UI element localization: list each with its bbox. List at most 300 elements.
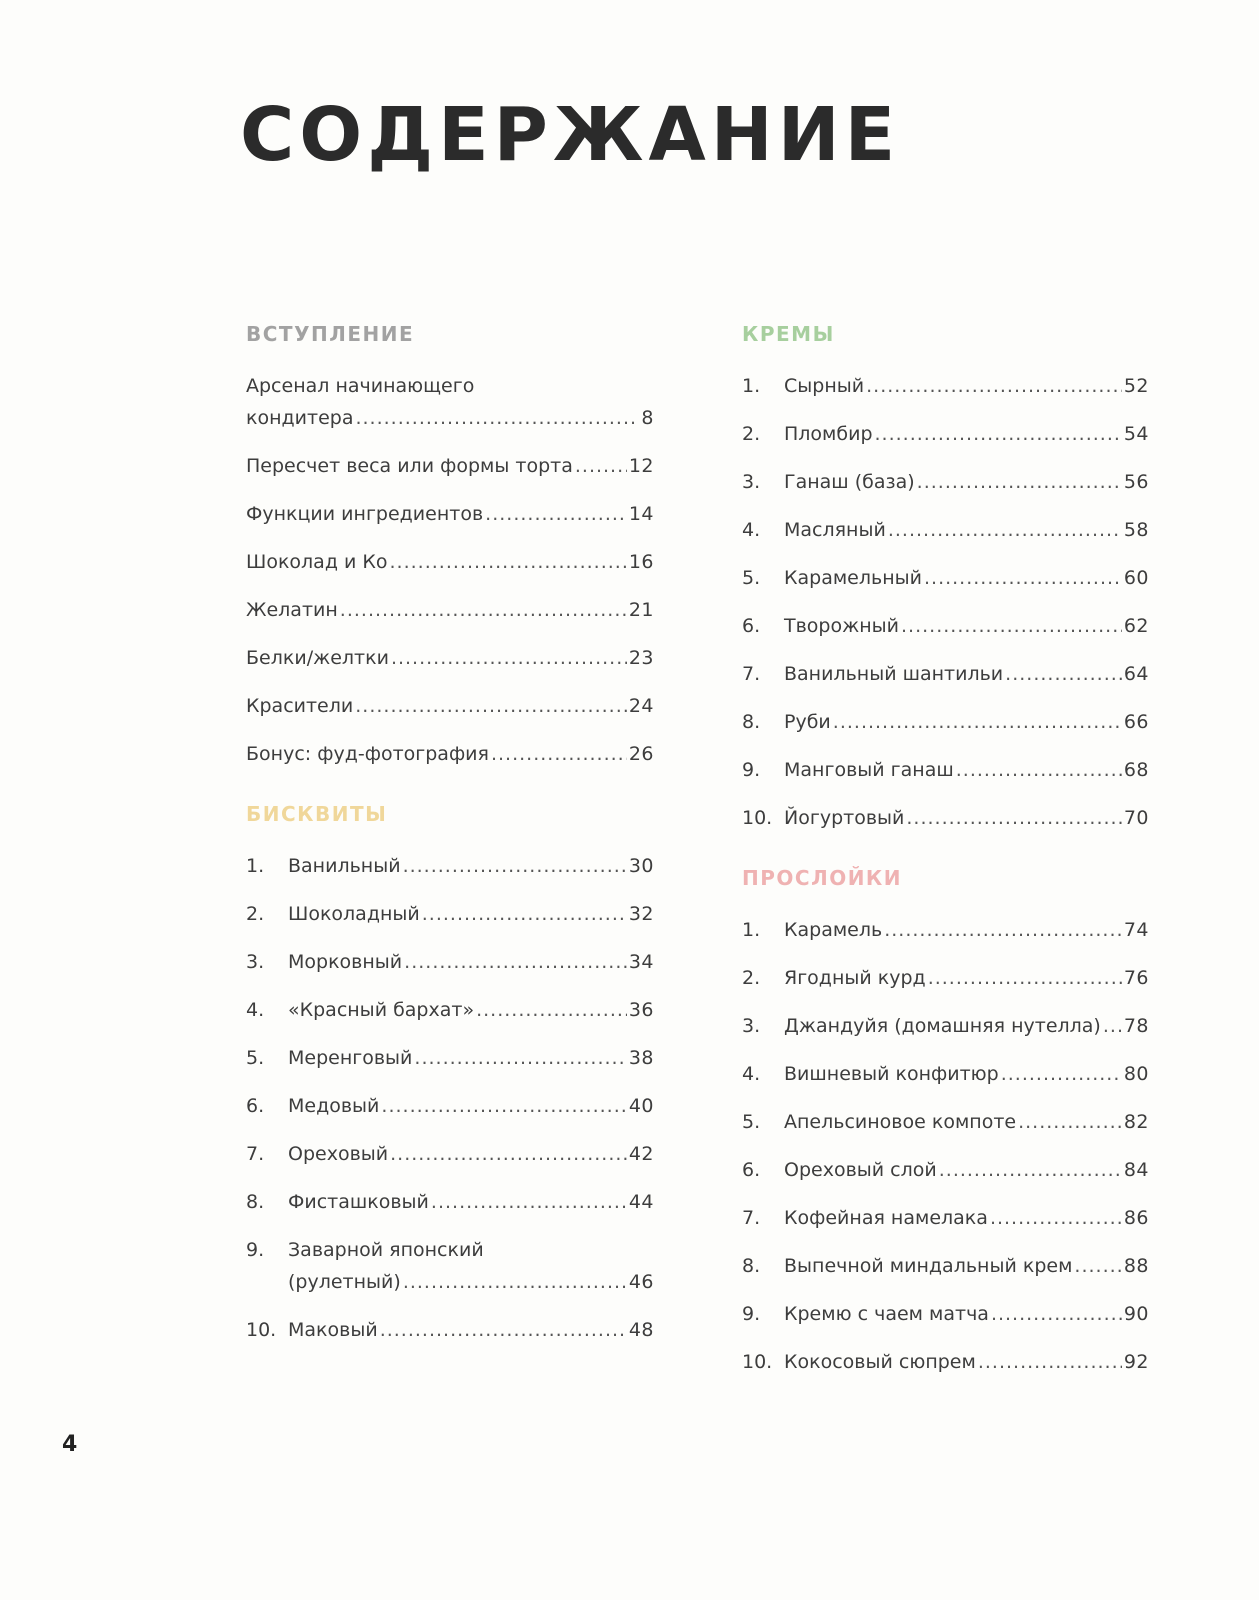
toc-entry-number: 10. (742, 1351, 773, 1373)
page-number: 4 (62, 1432, 78, 1457)
toc-entry (742, 1106, 1149, 1138)
toc-entry-title-row (246, 498, 654, 530)
toc-entry-title-row (288, 946, 654, 978)
toc-entry (742, 1250, 1149, 1282)
toc-entry-page: 48 (628, 1319, 654, 1341)
toc-entry-text (784, 370, 1149, 402)
toc-entry-page: 21 (628, 599, 654, 621)
toc-entry-line (742, 1010, 1149, 1042)
toc-entry-title: Кокосовый сюпрем (784, 1351, 976, 1373)
dot-leader (1018, 1106, 1122, 1138)
toc-entry-title: Сырный (784, 375, 865, 397)
toc-entry-text (784, 610, 1149, 642)
toc-entry-title-row (784, 1010, 1149, 1042)
dot-leader (422, 898, 627, 930)
toc-entry-title-row (288, 1186, 654, 1218)
toc-entry-page: 88 (1123, 1255, 1149, 1277)
toc-entry-page: 56 (1123, 471, 1149, 493)
toc-entry-line (246, 898, 654, 930)
toc-entry-title-row (784, 802, 1149, 834)
toc-entry-page: 24 (628, 695, 654, 717)
dot-leader (340, 594, 627, 626)
toc-entry-title-row (288, 1314, 654, 1346)
dot-leader (380, 1314, 627, 1346)
toc-entry-text (246, 546, 654, 578)
dot-leader (355, 690, 627, 722)
dot-leader (866, 370, 1122, 402)
toc-entry-line (742, 1154, 1149, 1186)
section-title-intro: ВСТУПЛЕНИЕ (246, 322, 415, 346)
dot-leader (990, 1202, 1122, 1234)
toc-entry-text (784, 962, 1149, 994)
toc-entry-line (246, 1138, 654, 1170)
toc-entry-line (246, 546, 654, 578)
toc-entry-text (784, 706, 1149, 738)
toc-entry-line (246, 946, 654, 978)
toc-entry-page: 76 (1123, 967, 1149, 989)
dot-leader (884, 914, 1122, 946)
toc-entry-number: 6. (742, 1159, 761, 1181)
toc-list-creams (742, 370, 1149, 834)
toc-entry-title-row (784, 914, 1149, 946)
toc-entry-number: 5. (742, 567, 761, 589)
toc-entry-text (784, 418, 1149, 450)
toc-entry-title-row (784, 1346, 1149, 1378)
toc-entry-text (784, 1154, 1149, 1186)
toc-entry-number: 8. (742, 1255, 761, 1277)
toc-entry-line (246, 1234, 654, 1298)
toc-entry (246, 946, 654, 978)
toc-entry-number: 2. (742, 423, 761, 445)
dot-leader (575, 450, 627, 482)
toc-entry-line (246, 450, 654, 482)
dot-leader (928, 962, 1122, 994)
toc-entry-title-row (784, 418, 1149, 450)
toc-entry (742, 1346, 1149, 1378)
toc-entry-line (246, 1042, 654, 1074)
toc-entry-page: 74 (1123, 919, 1149, 941)
toc-entry-text (246, 450, 654, 482)
toc-entry (246, 898, 654, 930)
toc-entry-title: Меренговый (288, 1047, 413, 1069)
toc-entry-page: 92 (1123, 1351, 1149, 1373)
toc-entry-text (288, 1138, 654, 1170)
toc-entry-title: Ванильный шантильи (784, 663, 1004, 685)
toc-entry (742, 370, 1149, 402)
toc-entry-title-row (784, 1154, 1149, 1186)
toc-entry-title: Ванильный (288, 855, 401, 877)
toc-entry-title-row (784, 1106, 1149, 1138)
toc-entry (742, 610, 1149, 642)
toc-entry-page: 32 (628, 903, 654, 925)
toc-entry-title: Ореховый слой (784, 1159, 937, 1181)
toc-entry-title: Ореховый (288, 1143, 389, 1165)
toc-entry (742, 754, 1149, 786)
toc-entry-number: 2. (246, 903, 265, 925)
toc-entry-title-row (784, 754, 1149, 786)
toc-entry-title-row (246, 546, 654, 578)
toc-entry-page: 62 (1123, 615, 1149, 637)
toc-entry (742, 514, 1149, 546)
toc-entry (246, 642, 654, 674)
toc-entry-line (246, 994, 654, 1026)
toc-entry-text (288, 994, 654, 1026)
toc-entry-title-row (784, 370, 1149, 402)
toc-entry-page: 52 (1123, 375, 1149, 397)
toc-entry-title-row (784, 1202, 1149, 1234)
toc-entry-title-row (246, 594, 654, 626)
toc-entry-number: 8. (742, 711, 761, 733)
toc-entry-title: Фисташковый (288, 1191, 429, 1213)
dot-leader (431, 1186, 627, 1218)
toc-entry-title: Манговый ганаш (784, 759, 954, 781)
toc-entry-text (288, 1042, 654, 1074)
toc-entry-line (742, 706, 1149, 738)
toc-entry-page: 42 (628, 1143, 654, 1165)
toc-entry-page: 8 (641, 407, 654, 429)
toc-entry-title: Шоколадный (288, 903, 420, 925)
toc-entry-title: Ганаш (база) (784, 471, 915, 493)
dot-leader (1103, 1010, 1122, 1042)
dot-leader (476, 994, 627, 1026)
toc-entry-line (742, 514, 1149, 546)
toc-entry-title: Пересчет веса или формы торта (246, 455, 573, 477)
toc-entry-page: 70 (1123, 807, 1149, 829)
toc-entry-number: 9. (742, 759, 761, 781)
toc-entry (742, 706, 1149, 738)
toc-entry-text (246, 642, 654, 674)
toc-entry (742, 418, 1149, 450)
dot-leader (906, 802, 1121, 834)
toc-entry-text (784, 754, 1149, 786)
toc-entry-title-row (246, 690, 654, 722)
dot-leader (403, 850, 627, 882)
toc-entry-text (784, 1058, 1149, 1090)
toc-entry-line (246, 642, 654, 674)
toc-entry-title: (рулетный) (288, 1271, 401, 1293)
toc-entry-title-row (784, 1298, 1149, 1330)
toc-entry-page: 23 (628, 647, 654, 669)
toc-entry (246, 1234, 654, 1298)
toc-entry-title: Ягодный курд (784, 967, 926, 989)
toc-entry-page: 64 (1123, 663, 1149, 685)
section-title-creams: КРЕМЫ (742, 322, 835, 346)
toc-entry (246, 1186, 654, 1218)
toc-entry-title: Желатин (246, 599, 338, 621)
dot-leader (390, 1138, 627, 1170)
toc-entry (742, 1010, 1149, 1042)
toc-entry-title-row (288, 1090, 654, 1122)
toc-entry (742, 466, 1149, 498)
toc-entry-page: 68 (1123, 759, 1149, 781)
dot-leader (939, 1154, 1122, 1186)
toc-entry-page: 12 (628, 455, 654, 477)
toc-entry-line (742, 802, 1149, 834)
dot-leader (1074, 1250, 1121, 1282)
toc-entry-line (246, 1090, 654, 1122)
dot-leader (491, 738, 627, 770)
toc-entry (742, 1298, 1149, 1330)
toc-section-layers (742, 862, 1149, 1378)
toc-entry-title-row (784, 962, 1149, 994)
toc-entry-title-line1: Арсенал начинающего (246, 375, 475, 397)
toc-entry-text (288, 898, 654, 930)
toc-entry-title: Маковый (288, 1319, 378, 1341)
toc-entry-text (784, 1250, 1149, 1282)
toc-entry-line (742, 418, 1149, 450)
toc-entry-number: 10. (742, 807, 773, 829)
dot-leader (403, 1266, 627, 1298)
toc-entry-number: 9. (246, 1239, 265, 1261)
toc-entry-title-row (784, 706, 1149, 738)
dot-leader (485, 498, 627, 530)
toc-entry (246, 994, 654, 1026)
toc-entry-page: 34 (628, 951, 654, 973)
dot-leader (404, 946, 627, 978)
toc-entry-title-row (288, 1138, 654, 1170)
toc-entry (742, 962, 1149, 994)
toc-entry-title-row (288, 1266, 654, 1298)
toc-entry-title-row (784, 514, 1149, 546)
toc-entry-page: 58 (1123, 519, 1149, 541)
toc-entry-number: 7. (246, 1143, 265, 1165)
toc-entry-title: Медовый (288, 1095, 380, 1117)
dot-leader (414, 1042, 626, 1074)
toc-entry (742, 658, 1149, 690)
toc-entry-title: Руби (784, 711, 831, 733)
toc-entry-text (784, 914, 1149, 946)
toc-entry-number: 1. (742, 375, 761, 397)
dot-leader (390, 546, 627, 578)
toc-entry-title: Апельсиновое компоте (784, 1111, 1017, 1133)
toc-entry (246, 1314, 654, 1346)
toc-entry-text (246, 498, 654, 530)
toc-entry-line (742, 1346, 1149, 1378)
dot-leader (381, 1090, 626, 1122)
toc-entry (246, 1042, 654, 1074)
toc-entry-page: 16 (628, 551, 654, 573)
toc-entry-line (742, 1106, 1149, 1138)
toc-entry-text (288, 850, 654, 882)
dot-leader (1001, 1058, 1122, 1090)
toc-entry-text (288, 1314, 654, 1346)
toc-entry (742, 562, 1149, 594)
toc-entry-line (246, 370, 654, 434)
toc-entry (246, 1138, 654, 1170)
toc-entry-number: 9. (742, 1303, 761, 1325)
toc-entry-title-row (246, 738, 654, 770)
toc-entry-title-row (288, 1042, 654, 1074)
toc-entry-title-row (288, 898, 654, 930)
toc-entry-text (288, 1234, 654, 1298)
toc-entry-title-row (784, 466, 1149, 498)
toc-entry-page: 40 (628, 1095, 654, 1117)
toc-entry (246, 738, 654, 770)
toc-entry-page: 90 (1123, 1303, 1149, 1325)
toc-entry-page: 36 (628, 999, 654, 1021)
toc-entry-line (742, 1202, 1149, 1234)
toc-entry-title: Кофейная намелака (784, 1207, 988, 1229)
toc-entry (246, 594, 654, 626)
dot-leader (1005, 658, 1122, 690)
section-title-layers: ПРОСЛОЙКИ (742, 866, 903, 890)
toc-entry-page: 38 (628, 1047, 654, 1069)
toc-entry (246, 450, 654, 482)
toc-entry-line (742, 1058, 1149, 1090)
toc-entry-text (246, 738, 654, 770)
toc-entry-title-row (246, 402, 654, 434)
toc-entry-number: 2. (742, 967, 761, 989)
toc-list-intro (246, 370, 654, 770)
dot-leader (833, 706, 1122, 738)
toc-entry-text (784, 1298, 1149, 1330)
toc-entry-title-row (784, 1250, 1149, 1282)
toc-entry-title-row (246, 642, 654, 674)
dot-leader (888, 514, 1122, 546)
toc-entry-page: 84 (1123, 1159, 1149, 1181)
toc-entry (742, 802, 1149, 834)
toc-entry-number: 3. (742, 1015, 761, 1037)
toc-entry-title: «Красный бархат» (288, 999, 475, 1021)
toc-entry-page: 86 (1123, 1207, 1149, 1229)
toc-entry (742, 1058, 1149, 1090)
toc-entry-number: 5. (742, 1111, 761, 1133)
toc-entry-number: 3. (246, 951, 265, 973)
toc-entry-title: Красители (246, 695, 354, 717)
toc-entry-title-row (784, 610, 1149, 642)
toc-entry-text (288, 1186, 654, 1218)
toc-entry-number: 6. (742, 615, 761, 637)
dot-leader (901, 610, 1122, 642)
toc-entry-title: Джандуйя (домашняя нутелла) (784, 1015, 1101, 1037)
toc-entry-text (784, 466, 1149, 498)
toc-entry-line (742, 754, 1149, 786)
toc-entry-title: Бонус: фуд-фотография (246, 743, 489, 765)
toc-entry-number: 4. (742, 519, 761, 541)
toc-entry-number: 1. (246, 855, 265, 877)
toc-entry-text (246, 594, 654, 626)
toc-entry-line (742, 562, 1149, 594)
toc-entry-text (784, 514, 1149, 546)
toc-entry-line (742, 1250, 1149, 1282)
toc-entry-page: 60 (1123, 567, 1149, 589)
toc-entry (246, 690, 654, 722)
toc-entry-line (742, 914, 1149, 946)
toc-entry-title-row (288, 994, 654, 1026)
toc-entry (246, 498, 654, 530)
toc-entry-title: Функции ингредиентов (246, 503, 484, 525)
toc-list-layers (742, 914, 1149, 1378)
section-title-biscuits: БИСКВИТЫ (246, 802, 388, 826)
toc-entry-text (784, 658, 1149, 690)
toc-entry-title-line1: Заварной японский (288, 1239, 484, 1261)
toc-entry-text (246, 370, 654, 434)
toc-entry-line (246, 690, 654, 722)
toc-entry-text (784, 1010, 1149, 1042)
toc-entry-text (288, 946, 654, 978)
toc-entry-title-row (784, 658, 1149, 690)
toc-entry-page: 26 (628, 743, 654, 765)
dot-leader (991, 1298, 1122, 1330)
toc-entry-title: Йогуртовый (784, 807, 905, 829)
toc-entry (742, 1202, 1149, 1234)
toc-entry (246, 546, 654, 578)
toc-entry-text (784, 802, 1149, 834)
toc-section-intro (246, 318, 654, 770)
toc-entry-title-row (246, 450, 654, 482)
toc-entry-page: 66 (1123, 711, 1149, 733)
toc-entry-number: 6. (246, 1095, 265, 1117)
toc-entry-line (246, 498, 654, 530)
toc-entry (742, 914, 1149, 946)
toc-entry-title-row (288, 850, 654, 882)
page-title: СОДЕРЖАНИЕ (240, 92, 901, 178)
toc-entry-page: 46 (628, 1271, 654, 1293)
toc-entry-title: Морковный (288, 951, 403, 973)
toc-section-biscuits (246, 798, 654, 1346)
toc-entry-text (784, 1202, 1149, 1234)
dot-leader (956, 754, 1122, 786)
toc-entry (246, 370, 654, 434)
toc-entry-page: 80 (1123, 1063, 1149, 1085)
toc-entry-page: 30 (628, 855, 654, 877)
dot-leader (924, 562, 1122, 594)
toc-entry-line (246, 850, 654, 882)
toc-entry-text (246, 690, 654, 722)
toc-entry-title: Белки/желтки (246, 647, 389, 669)
toc-entry-title: Выпечной миндальный крем (784, 1255, 1073, 1277)
toc-entry-number: 7. (742, 1207, 761, 1229)
toc-entry-line (742, 370, 1149, 402)
toc-entry-number: 1. (742, 919, 761, 941)
toc-entry-page: 82 (1123, 1111, 1149, 1133)
toc-entry-line (742, 962, 1149, 994)
toc-entry-line (246, 1186, 654, 1218)
toc-entry-number: 8. (246, 1191, 265, 1213)
toc-section-creams (742, 318, 1149, 834)
toc-entry-page: 54 (1123, 423, 1149, 445)
toc-entry-title-row (784, 562, 1149, 594)
toc-entry-page: 78 (1123, 1015, 1149, 1037)
toc-entry-text (784, 1346, 1149, 1378)
toc-entry-text (288, 1090, 654, 1122)
dot-leader (355, 402, 639, 434)
toc-entry (246, 850, 654, 882)
toc-entry-text (784, 1106, 1149, 1138)
toc-entry-line (742, 466, 1149, 498)
toc-entry-page: 14 (628, 503, 654, 525)
dot-leader (391, 642, 627, 674)
toc-column-left (246, 318, 654, 1346)
toc-entry (246, 1090, 654, 1122)
toc-entry-title: Кремю с чаем матча (784, 1303, 989, 1325)
toc-entry-title: Карамельный (784, 567, 922, 589)
toc-entry (742, 1154, 1149, 1186)
toc-column-right (742, 318, 1149, 1378)
toc-entry-line (742, 610, 1149, 642)
toc-entry-number: 5. (246, 1047, 265, 1069)
toc-entry-title: Творожный (784, 615, 900, 637)
toc-entry-line (742, 1298, 1149, 1330)
dot-leader (917, 466, 1122, 498)
toc-entry-line (742, 658, 1149, 690)
dot-leader (978, 1346, 1122, 1378)
toc-entry-text (784, 562, 1149, 594)
toc-entry-title: Вишневый конфитюр (784, 1063, 999, 1085)
toc-entry-line (246, 738, 654, 770)
toc-entry-title: кондитера (246, 407, 354, 429)
toc-entry-title: Масляный (784, 519, 886, 541)
